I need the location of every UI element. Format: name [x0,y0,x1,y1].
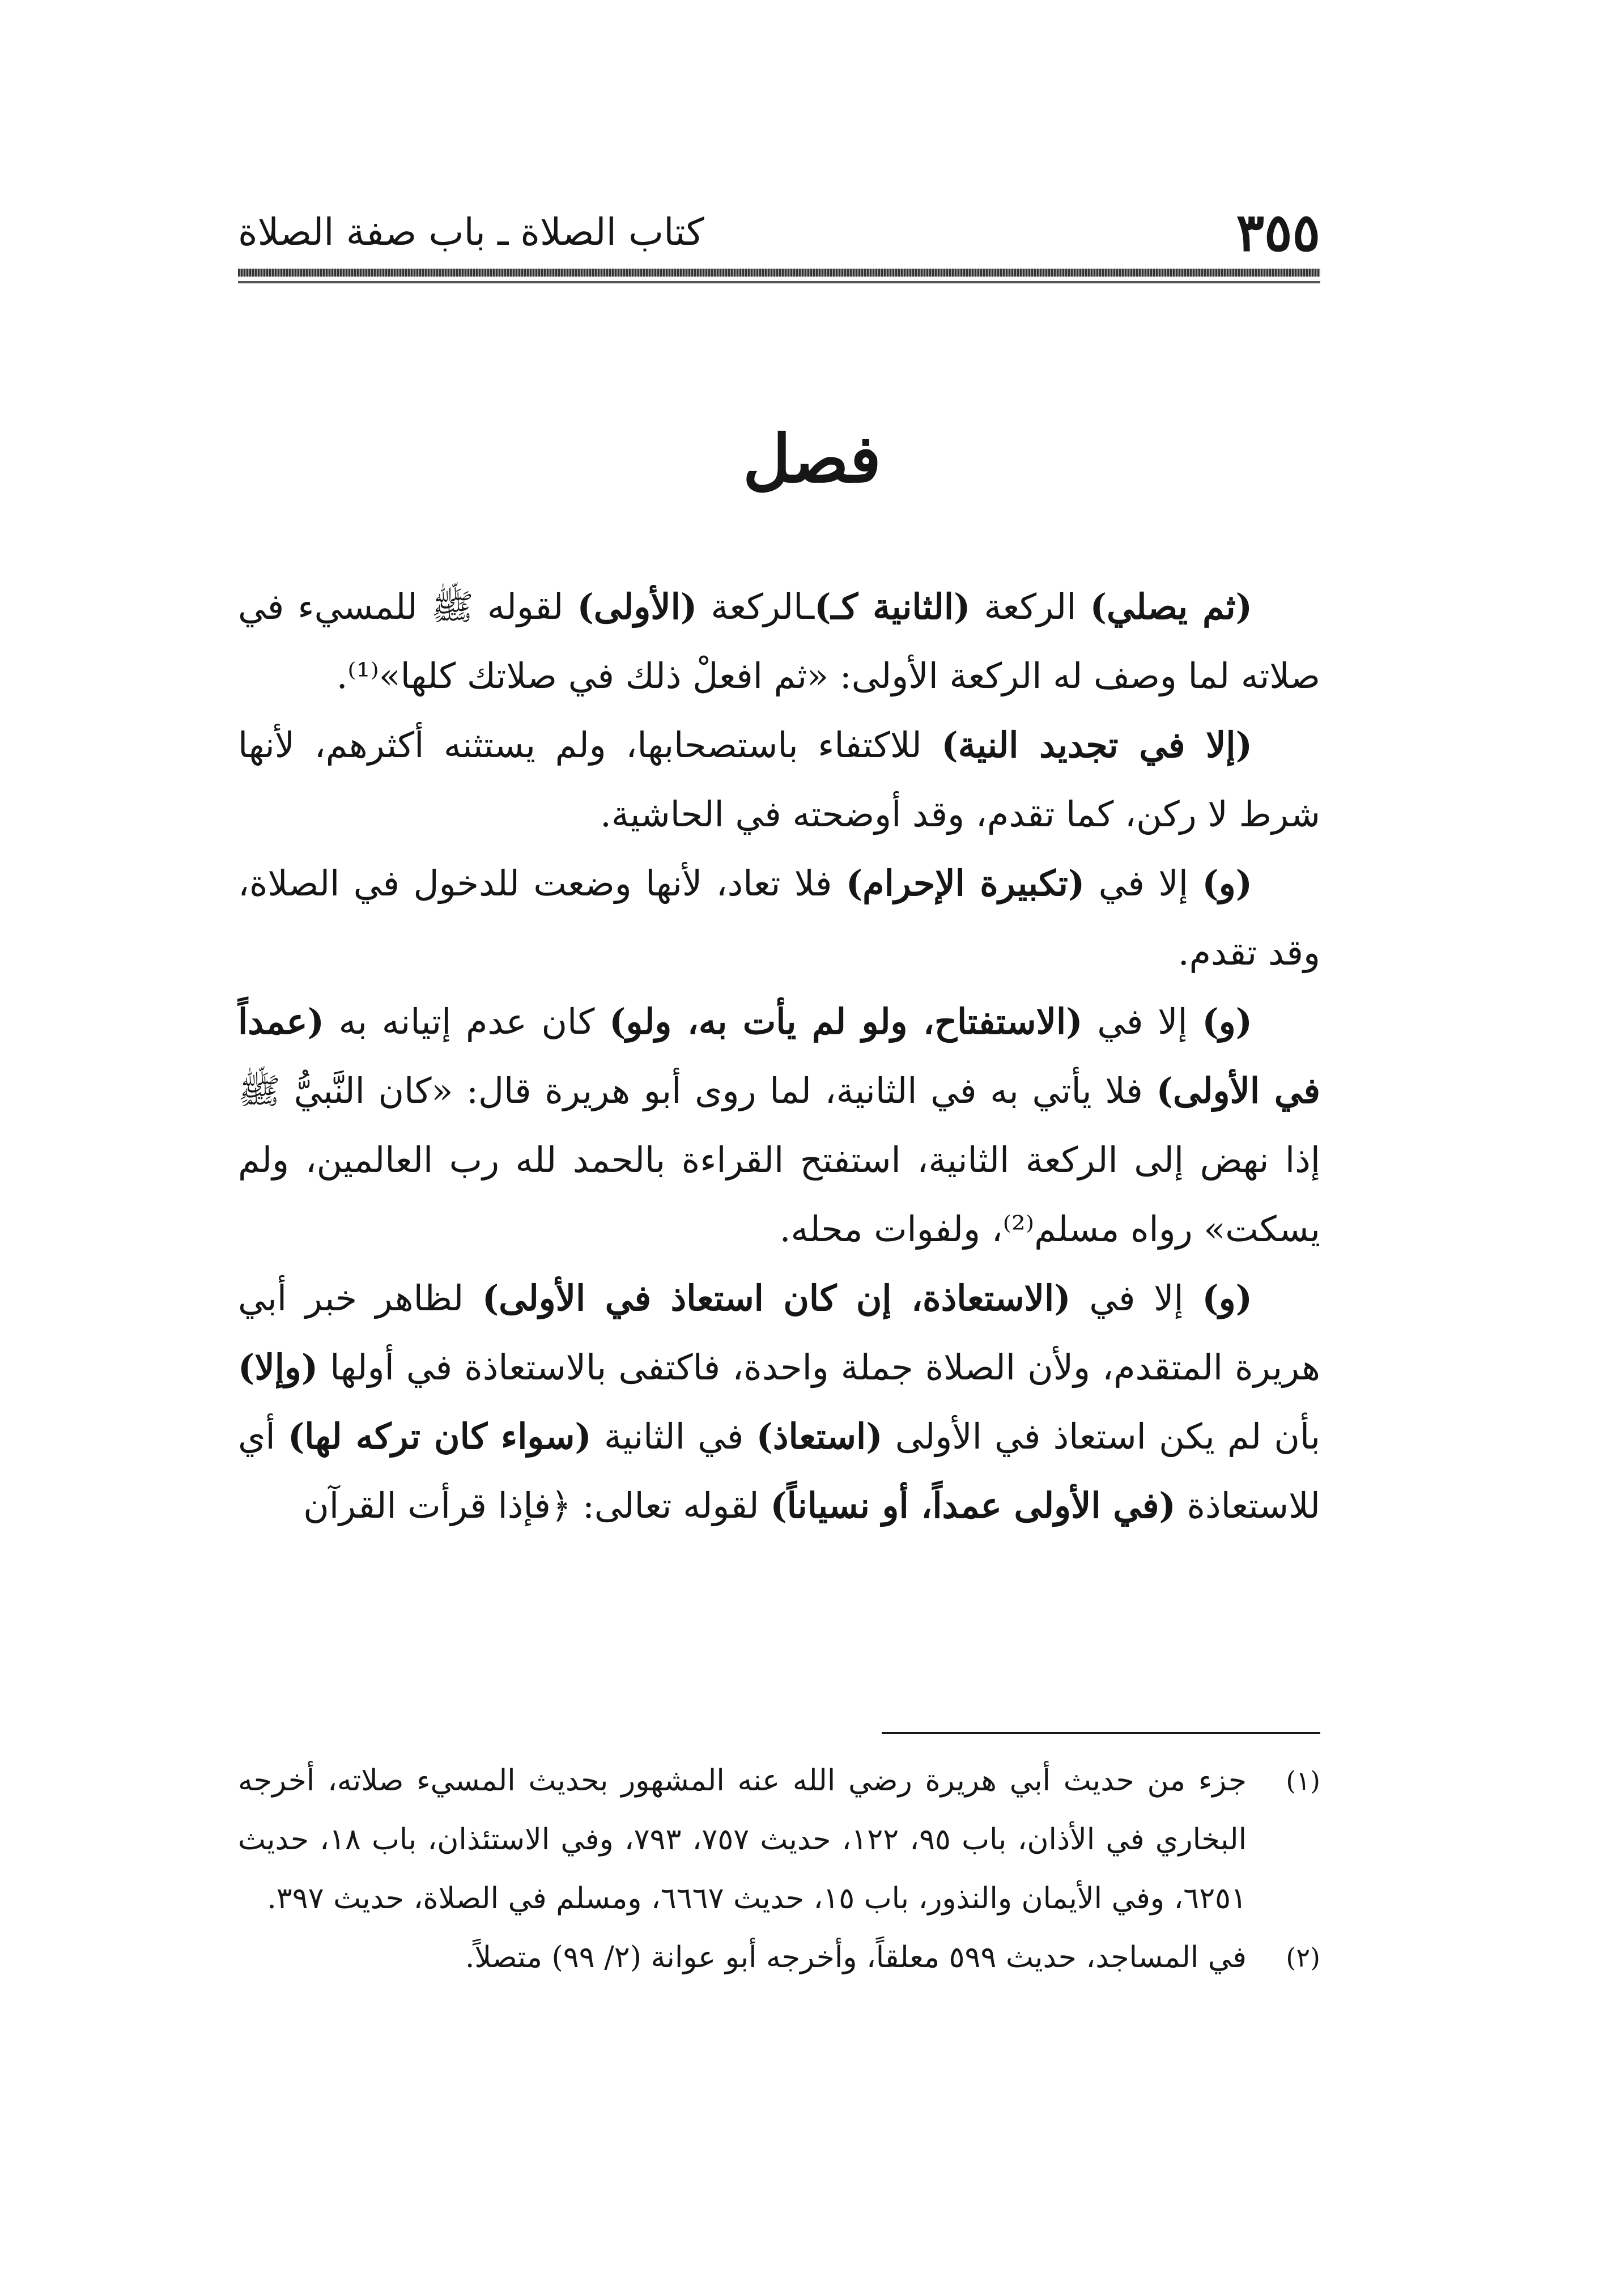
running-title: كتاب الصلاة ـ باب صفة الصلاة [238,210,704,254]
text-run: إلا في [1070,1277,1202,1319]
text-run: . [336,655,348,697]
bold-term: (في الأولى عمداً، أو نسياناً) [770,1485,1176,1526]
bold-term: (الاستفتاح، ولو لم يأت به، ولو) [609,1001,1083,1042]
text-run: أي للاستعاذة [238,1416,1320,1526]
text-run: لظاهر خبر أبي هريرة المتقدم، ولأن الصلاة جملة واحدة، فاكتفى بالاستعاذة في أولها [238,1277,1320,1388]
footnote-separator [882,1732,1320,1734]
bold-term: (الاستعاذة، إن كان استعاذ في الأولى) [482,1277,1071,1319]
header-rule-thin [238,281,1320,283]
text-run: لقوله تعالى: ﴿فإذا قرأت القرآن [303,1485,771,1526]
footnotes [238,1751,1320,1987]
paragraph-4 [238,987,1320,1264]
footnote-2 [238,1928,1320,1987]
paragraph-2 [238,711,1320,849]
bold-term: (سواء كان تركه لها) [287,1416,592,1457]
bold-term: (الثانية كـ) [814,586,971,627]
header-rule [238,269,1320,277]
bold-term: (ثم يصلي) [1090,586,1253,627]
text-run: إلا في [1085,863,1202,904]
section-title: فصل [743,421,881,498]
paragraph-1 [238,572,1320,711]
bold-term: (الأولى) [577,586,698,627]
text-run: إلا في [1082,1001,1202,1042]
page-header [238,204,1320,261]
text-run: لقوله ﷺ للمسيء في صلاته لما وصف له الركعة الأولى: «ثم افعلْ ذلك في صلاتك كلها» [238,586,1320,697]
bold-term: (و) [1202,1001,1253,1042]
footnote-number: (٢) [1286,1942,1320,1973]
bold-term: (تكبيرة الإحرام) [845,863,1085,904]
bold-term: (و) [1202,1277,1253,1319]
footnote-text: في المساجد، حديث ٥٩٩ معلقاً، وأخرجه أبو عوانة (٢/ ٩٩) متصلاً. [465,1940,1247,1974]
text-run: ـالركعة [697,586,815,627]
footnote-text: جزء من حديث أبي هريرة رضي الله عنه المشهور بحديث المسيء صلاته، أخرجه البخاري في الأذان، باب ٩٥، ١٢٢، حديث ٧٥٧، ٧٩٣، وفي الاستئذان، باب ١٨، حديث ٦٢٥١، وفي الأيمان والنذور، باب ١٥، حديث ٦٦٦٧، ومسلم في الصلاة، حديث ٣٩٧. [238,1764,1247,1916]
footnote-marker[interactable]: ⁽²⁾ [1002,1208,1035,1250]
paragraph-3 [238,849,1320,987]
text-run: كان عدم إتيانه به [324,1001,610,1042]
body-text [238,572,1320,1540]
footnote-marker[interactable]: ⁽¹⁾ [347,655,379,697]
bold-term: (استعاذ) [756,1416,883,1457]
text-run: في الثانية [591,1416,756,1457]
text-run: فلا يأتي به في الثانية، لما روى أبو هريرة قال: «كان النَّبيُّ ﷺ إذا نهض إلى الركعة الثانية، استفتح القراءة بالحمد لله رب العالمين، ولم يسكت» رواه مسلم [238,1070,1320,1250]
text-run: الركعة [970,586,1090,627]
bold-term: (إلا في تجديد النية) [941,724,1252,766]
paragraph-5 [238,1264,1320,1540]
text-run: للاكتفاء باستصحابها، ولم يستثنه أكثرهم، لأنها شرط لا ركن، كما تقدم، وقد أوضحته في الحاشية. [238,724,1320,835]
footnote-1 [238,1751,1320,1928]
bold-term: (و) [1202,863,1252,904]
text-run: ، ولفوات محله. [779,1208,1003,1250]
page-number: ٣٥٥ [1236,202,1320,263]
text-run: بأن لم يكن استعاذ في الأولى [882,1416,1320,1457]
bold-term: (عمداً في الأولى) [238,1001,1321,1111]
text-run: فلا تعاد، لأنها وضعت للدخول في الصلاة، وقد تقدم. [238,863,1320,973]
bold-term: (وإلا) [238,1347,318,1388]
footnote-number: (١) [1286,1765,1320,1796]
